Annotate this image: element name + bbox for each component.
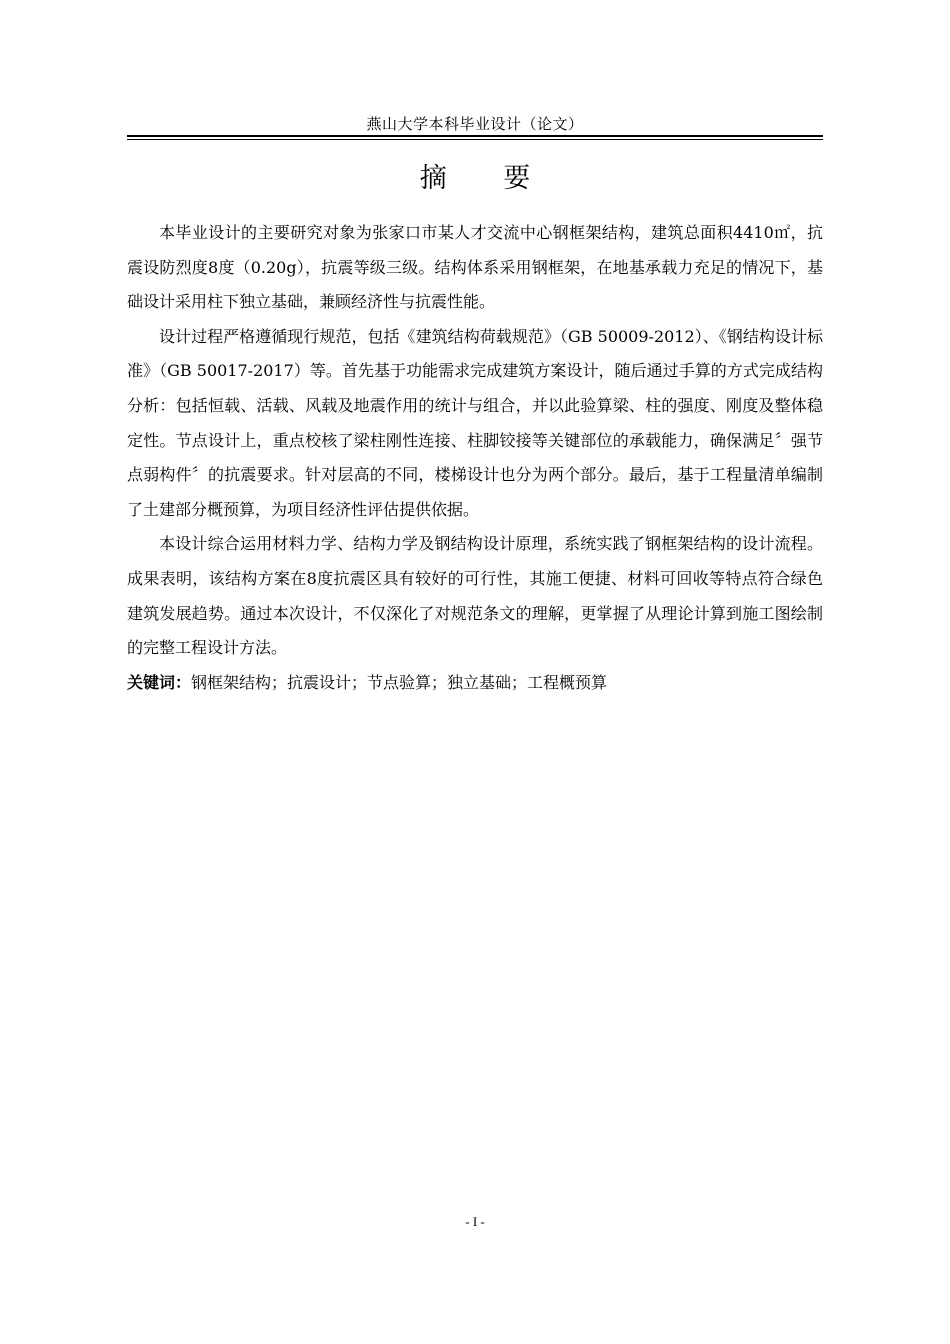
- abstract-paragraph-2: 设计过程严格遵循现行规范，包括《建筑结构荷载规范》（GB 50009-2012）、《钢结构设计标准》（GB 50017-2017）等。首先基于功能需求完成建筑方案设计，随后通过手算的方式完成结构分析：包括恒载、活载、风载及地震作用的统计与组合，并以此验算梁、柱的强度、刚度及整体稳定性。节点设计上，重点校核了梁柱刚性连接、柱脚铰接等关键部位的承载能力，确保满足〞强节点弱构件〞的抗震要求。针对层高的不同，楼梯设计也分为两个部分。最后，基于工程量清单编制了土建部分概预算，为项目经济性评估提供依据。: [127, 326, 823, 519]
- page-number: - I -: [465, 1214, 485, 1229]
- keywords-label: 关键词：: [127, 672, 192, 692]
- abstract-paragraph-1: 本毕业设计的主要研究对象为张家口市某人才交流中心钢框架结构，建筑总面积4410㎡，抗震设防烈度8度（0.20g），抗震等级三级。结构体系采用钢框架，在地基承载力充足的情况下，基础设计采用柱下独立基础，兼顾经济性与抗震性能。: [127, 223, 823, 312]
- abstract-body: [127, 216, 823, 700]
- abstract-title: 摘 要: [419, 163, 555, 194]
- header-rule-thin: [127, 139, 823, 140]
- abstract-paragraph-3: 本设计综合运用材料力学、结构力学及钢结构设计原理，系统实践了钢框架结构的设计流程。成果表明，该结构方案在8度抗震区具有较好的可行性，其施工便捷、材料可回收等特点符合绿色建筑发展趋势。通过本次设计，不仅深化了对规范条文的理解，更掌握了从理论计算到施工图绘制的完整工程设计方法。: [127, 534, 823, 658]
- running-header: 燕山大学本科毕业设计（论文）: [366, 115, 584, 133]
- keywords-text: 钢框架结构；抗震设计；节点验算；独立基础；工程概预算: [191, 672, 608, 692]
- header-rule-thick: [127, 135, 823, 137]
- keywords-line: [127, 666, 823, 701]
